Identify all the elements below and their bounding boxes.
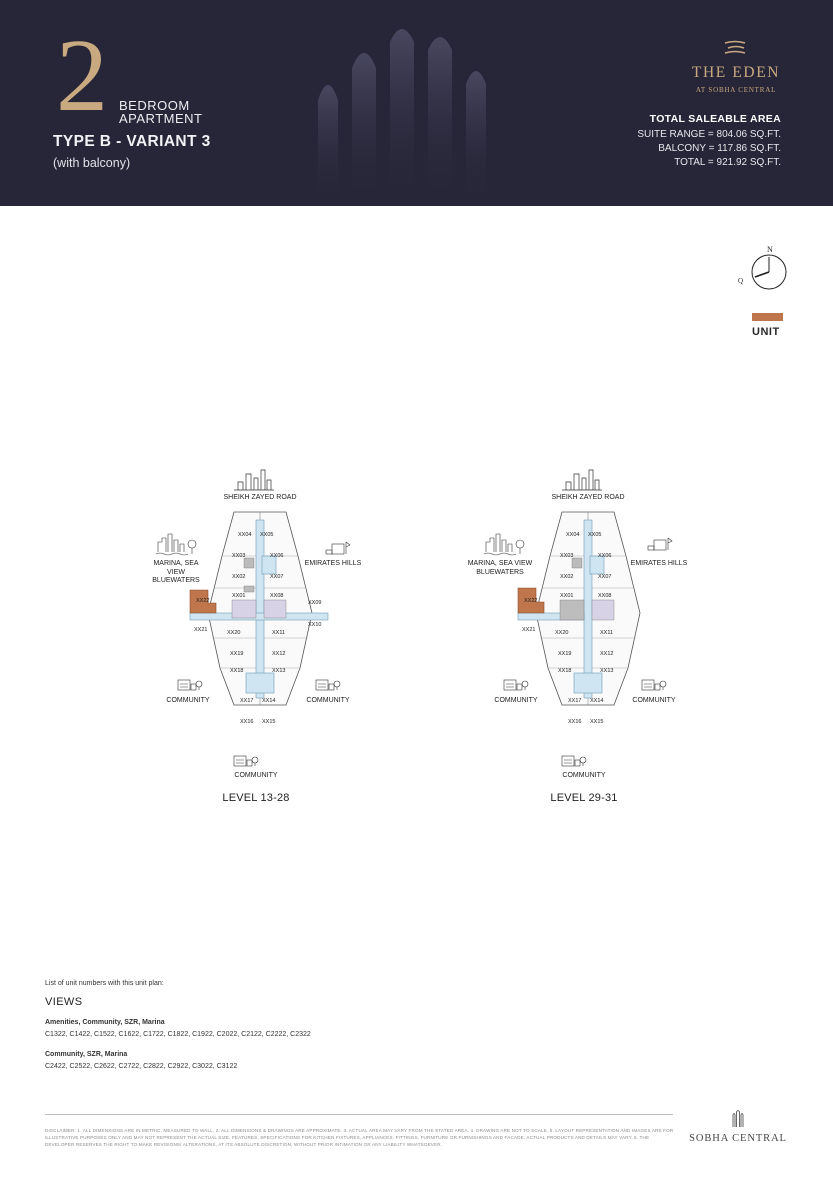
compass-west: Q	[738, 277, 744, 285]
direction-north: SHEIKH ZAYED ROAD	[551, 494, 625, 501]
direction-north: SHEIKH ZAYED ROAD	[223, 494, 297, 501]
unit-number-label: XX03	[560, 553, 574, 559]
unit-number-label: XX18	[558, 668, 572, 674]
unit-number-label: XX20	[555, 630, 569, 636]
direction-west-line2: BLUEWATERS	[152, 577, 200, 584]
logo-subtitle: AT SOBHA CENTRAL	[695, 86, 777, 94]
unit-number-label: XX14	[590, 698, 604, 704]
unit-number-label: XX13	[600, 668, 614, 674]
compass-icon	[738, 243, 790, 293]
floor-plan-drawing	[478, 468, 808, 808]
level-label: LEVEL 29-31	[550, 792, 618, 804]
view-group-title: Community, SZR, Marina	[45, 1051, 128, 1058]
unit-number-label: XX02	[232, 574, 246, 580]
unit-list-intro: List of unit numbers with this unit plan:	[45, 980, 164, 987]
unit-number-label: XX08	[270, 593, 284, 599]
unit-number-label: XX13	[272, 668, 286, 674]
unit-number-label: XX07	[270, 574, 284, 580]
view-group-units: C2422, C2522, C2622, C2722, C2822, C2922, C3022, C3122	[45, 1063, 238, 1070]
unit-number-label: XX05	[588, 532, 602, 538]
area-balcony: BALCONY = 117.86 SQ.FT.	[658, 143, 781, 154]
marina-icon	[156, 534, 196, 555]
type-label: TYPE B - VARIANT 3	[53, 133, 211, 150]
building-icon	[648, 538, 672, 550]
view-group-title: Amenities, Community, SZR, Marina	[45, 1019, 165, 1026]
logo-title: THE EDEN	[691, 64, 781, 81]
unit-number-label: XX18	[230, 668, 244, 674]
unit-legend-swatch	[752, 313, 783, 321]
direction-east: EMIRATES HILLS	[304, 560, 362, 567]
area-total: TOTAL = 921.92 SQ.FT.	[674, 157, 781, 168]
unit-number-label: XX22	[524, 598, 538, 604]
bedroom-label-line2: APARTMENT	[119, 111, 203, 126]
direction-west-line2: BLUEWATERS	[476, 568, 524, 576]
area-title: TOTAL SALEABLE AREA	[649, 113, 781, 125]
direction-west-line1: MARINA, SEA VIEW	[467, 560, 533, 567]
direction-community-west: COMMUNITY	[494, 697, 538, 704]
brand-name: SOBHA CENTRAL	[689, 1133, 787, 1144]
decorative-arches	[310, 20, 510, 206]
footer-divider	[45, 1114, 673, 1115]
unit-number-label: XX16	[568, 719, 582, 725]
city-skyline-icon	[234, 470, 274, 490]
floor-plan-level-29-31	[467, 468, 808, 808]
page-header	[0, 0, 833, 206]
unit-legend-label: UNIT	[752, 326, 780, 338]
direction-east: EMIRATES HILLS	[630, 560, 688, 567]
unit-number-label: XX16	[240, 719, 254, 725]
area-suite: SUITE RANGE = 804.06 SQ.FT.	[637, 129, 781, 140]
unit-number-label: XX04	[566, 532, 580, 538]
unit-number-label: XX14	[262, 698, 276, 704]
floor-plan-level-13-28	[150, 468, 480, 808]
unit-number-label: XX12	[272, 651, 286, 657]
unit-number-label: XX01	[232, 593, 246, 599]
direction-community-east: COMMUNITY	[306, 697, 350, 704]
view-group-units: C1322, C1422, C1522, C1622, C1722, C1822, C1922, C2022, C2122, C2222, C2322	[45, 1031, 311, 1038]
unit-number-label: XX19	[230, 651, 244, 657]
building-icon	[326, 542, 350, 554]
floor-plan-drawing	[150, 468, 480, 808]
unit-number-label: XX21	[522, 627, 536, 633]
unit-number-label: XX17	[240, 698, 254, 704]
unit-number-label: XX10	[308, 622, 322, 628]
unit-number-label: XX01	[560, 593, 574, 599]
unit-number-label: XX06	[270, 553, 284, 559]
unit-number-label: XX03	[232, 553, 246, 559]
area-summary	[637, 113, 781, 170]
unit-number-label: XX07	[598, 574, 612, 580]
direction-west	[144, 560, 208, 586]
compass-north: N	[767, 245, 773, 254]
unit-number-label: XX17	[568, 698, 582, 704]
bedroom-label-line1: BEDROOM	[119, 98, 190, 113]
unit-number-label: XX05	[260, 532, 274, 538]
unit-number-label: XX11	[272, 630, 286, 636]
unit-number-label: XX15	[590, 719, 604, 725]
sobha-tower-icon	[731, 1109, 745, 1127]
city-skyline-icon	[562, 470, 602, 490]
direction-west-line1: MARINA, SEA VIEW	[153, 560, 199, 576]
unit-number-label: XX20	[227, 630, 241, 636]
eden-leaf-icon	[723, 40, 747, 56]
unit-number-label: XX15	[262, 719, 276, 725]
marina-icon	[484, 534, 524, 555]
balcony-note: (with balcony)	[53, 156, 131, 170]
direction-community-west: COMMUNITY	[166, 697, 210, 704]
direction-community-south: COMMUNITY	[562, 772, 606, 779]
direction-west	[464, 560, 536, 577]
unit-number-label: XX09	[308, 600, 322, 606]
unit-number-label: XX21	[194, 627, 208, 633]
unit-number-label: XX04	[238, 532, 252, 538]
bedroom-label	[119, 99, 202, 125]
unit-number-label: XX08	[598, 593, 612, 599]
unit-number-label: XX11	[600, 630, 614, 636]
level-label: LEVEL 13-28	[222, 792, 290, 804]
unit-number-label: XX19	[558, 651, 572, 657]
direction-community-east: COMMUNITY	[632, 697, 676, 704]
views-heading: VIEWS	[45, 996, 83, 1008]
unit-number-label: XX02	[560, 574, 574, 580]
bedroom-count: 2	[56, 18, 108, 133]
unit-number-label: XX22	[196, 598, 210, 604]
direction-community-south: COMMUNITY	[234, 772, 278, 779]
unit-number-label: XX06	[598, 553, 612, 559]
unit-number-label: XX12	[600, 651, 614, 657]
disclaimer: DISCLAIMER: 1. ALL DIMENSIONS ARE IN METRIC, MEASURED TO WALL. 2. ALL DIMENSIONS & DRAWINGS ARE APPROXIMATE. 3. ACTUAL AREA MAY VARY FROM THE STATED AREA. 4. DRAWING ARE NOT TO SCALE. 5. LAYOUT REPRESENTATION AND IMAGES ARE FOR ILLUSTRATIVE PURPOSES ONLY AND MAY NOT REPRESENT THE ACTUAL SIZE, FEATURES, SPECIFICATIONS FOR KITCHEN FIXTURES, APPLIANCES, FITTINGS, FURNITURE OR FURNISHINGS AND FACADE. ACTUAL PRODUCTS AND DETAILS MAY VARY. 6. THE DEVELOPER RESERVES THE RIGHT TO MAKE REVISIONS/ ALTERATIONS, AT ITS ABSOLUTE DISCRETION, WITHOUT PRIOR INTIMATION OR ANY LIABILITY WHATSOEVER.	[45, 1128, 674, 1147]
